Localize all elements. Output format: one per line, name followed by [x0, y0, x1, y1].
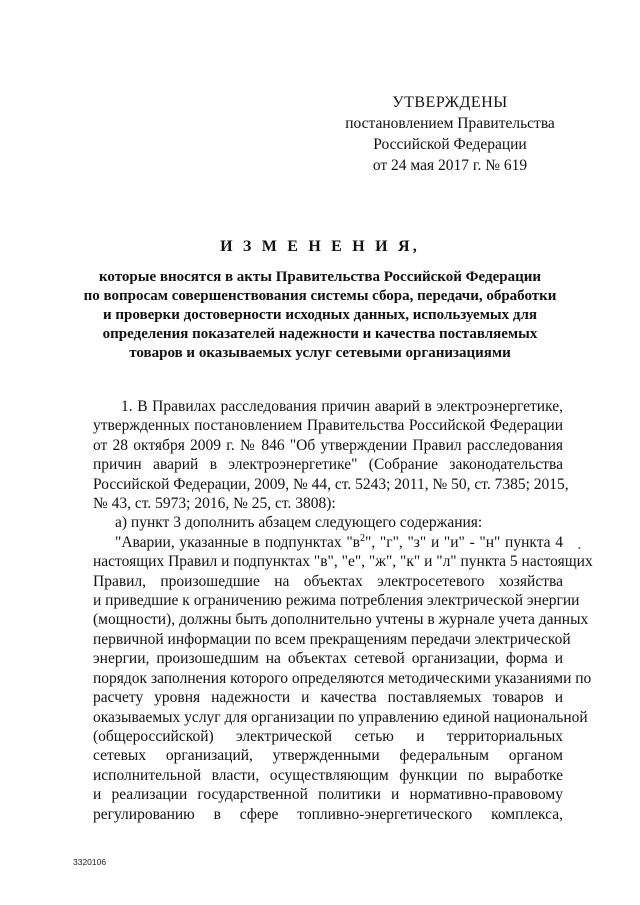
- body-line: оказываемых услуг для организации по управлению единой национальной: [93, 708, 588, 726]
- approval-block: [335, 92, 565, 176]
- body-line: Правил, произошедшие на объектах электросетевого хозяйства: [93, 572, 563, 590]
- body-line: сетевых организаций, утвержденными федеральным органом: [93, 747, 563, 765]
- body-line: порядок заполнения которого определяются методическими указаниями по: [93, 669, 592, 687]
- body-line: и приведшие к ограничению режима потребления электрической энергии: [93, 592, 580, 610]
- body-line: № 43, ст. 5973; 2016, № 25, ст. 3808):: [93, 495, 336, 513]
- superscript: 2: [360, 532, 366, 544]
- subheading-line: которые вносятся в акты Правительства Российской Федерации: [98, 269, 542, 285]
- document-code: 3320106: [73, 857, 107, 867]
- quote-before: "Аварии, указанные в подпунктах "в: [115, 533, 361, 551]
- body-quote-line: [93, 533, 563, 552]
- body-line: и реализации государственной политики и нормативно-правовому: [93, 786, 563, 804]
- body-line: от 28 октября 2009 г. № 846 "Об утверждении Правил расследования: [93, 436, 563, 454]
- body-line: (мощности), должны быть дополнительно учтены в журнале учета данных: [93, 611, 589, 629]
- approval-line: Российской Федерации: [373, 136, 527, 153]
- body-line: 1. В Правилах расследования причин аварий в электроэнергетике,: [121, 398, 563, 415]
- body-line: Российской Федерации, 2009, № 44, ст. 5243; 2011, № 50, ст. 7385; 2015,: [93, 475, 569, 493]
- body-line: первичной информации по всем прекращениям передачи электрической: [93, 630, 571, 648]
- document-heading: И З М Е Н Е Н И Я,: [220, 238, 420, 255]
- body-line: исполнительной власти, осуществляющим функции по выработке: [93, 766, 563, 784]
- quote-after: ", "г", "з" и "и" - "н" пункта 4: [365, 533, 564, 551]
- body-line: (общероссийской) электрической сетью и территориальных: [93, 727, 563, 745]
- body-line: причин аварий в электроэнергетике" (Собрание законодательства: [93, 456, 563, 474]
- body-line: утвержденных постановлением Правительства Российской Федерации: [93, 417, 563, 435]
- body-line: настоящих Правил и подпунктах "в", "е", "ж", "к" и "л" пункта 5 настоящих: [93, 553, 593, 571]
- approval-line: постановлением Правительства: [345, 115, 555, 132]
- body-line: а) пункт 3 дополнить абзацем следующего содержания:: [115, 514, 483, 532]
- subheading-line: товаров и оказываемых услуг сетевыми организациями: [129, 345, 511, 361]
- document-body: [93, 397, 593, 824]
- approval-title: УТВЕРЖДЕНЫ: [392, 94, 508, 111]
- subheading-line: по вопросам совершенствования системы сбора, передачи, обработки: [83, 288, 557, 304]
- approval-date-number: от 24 мая 2017 г. № 619: [372, 157, 528, 174]
- body-line: регулированию в сфере топливно-энергетического комплекса,: [93, 805, 563, 823]
- body-line: расчету уровня надежности и качества поставляемых товаров и: [93, 689, 563, 707]
- subheading-line: определения показателей надежности и качества поставляемых: [102, 326, 538, 342]
- document-subheading: [60, 268, 580, 363]
- subheading-line: и проверки достоверности исходных данных, используемых для: [102, 307, 538, 323]
- margin-mark: •: [578, 544, 581, 553]
- body-line: энергии, произошедшим на объектах сетевой организации, форма и: [93, 650, 563, 668]
